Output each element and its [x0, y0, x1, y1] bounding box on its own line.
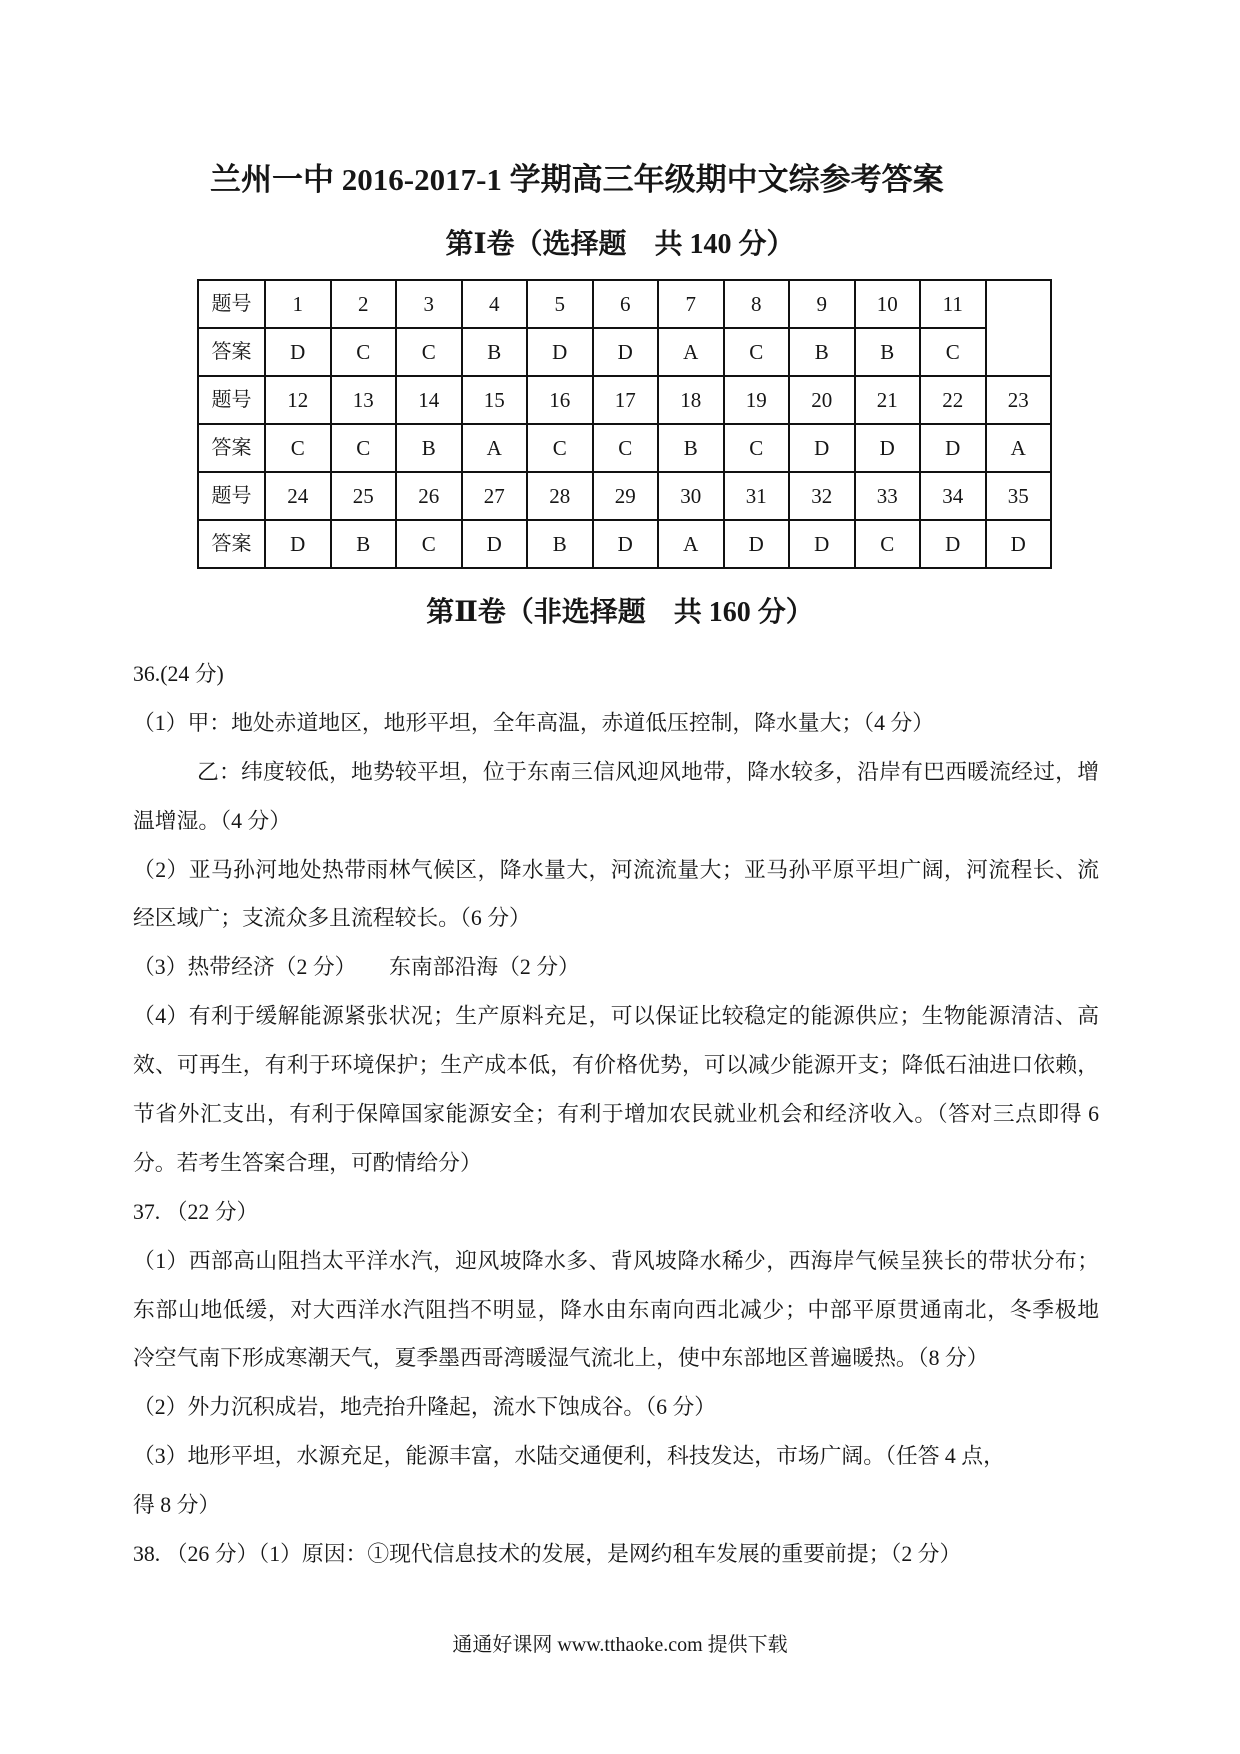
- answer-label: 答案: [198, 520, 265, 568]
- question-number-cell: 3: [396, 280, 462, 328]
- answer-cell: B: [462, 328, 528, 376]
- question-number-cell: 25: [331, 472, 397, 520]
- answer-cell: C: [724, 424, 790, 472]
- question-number-cell: 9: [789, 280, 855, 328]
- question-number-cell: 30: [658, 472, 724, 520]
- answer-row: [198, 424, 1051, 472]
- question-number-cell: 15: [462, 376, 528, 424]
- answer-cell: C: [527, 424, 593, 472]
- question-number-cell: 28: [527, 472, 593, 520]
- answer-text-line: （4）有利于缓解能源紧张状况；生产原料充足，可以保证比较稳定的能源供应；生物能源清洁、高: [133, 1004, 1099, 1029]
- answer-cell: A: [462, 424, 528, 472]
- question-number-cell: 24: [265, 472, 331, 520]
- question-number-cell: 22: [920, 376, 986, 424]
- question-number-row: [198, 280, 1051, 328]
- question-number-cell: 17: [593, 376, 659, 424]
- answer-text-line: （3）地形平坦，水源充足，能源丰富，水陆交通便利，科技发达，市场广阔。（任答 4 点，: [133, 1444, 1005, 1469]
- question-number-cell: 6: [593, 280, 659, 328]
- answer-cell: B: [396, 424, 462, 472]
- answer-cell: D: [789, 424, 855, 472]
- answer-text-line: 乙：纬度较低，地势较平坦，位于东南三信风迎风地带，降水较多，沿岸有巴西暖流经过，增: [197, 759, 1099, 784]
- question-number-cell: 4: [462, 280, 528, 328]
- question-number-cell: 14: [396, 376, 462, 424]
- question-37-heading: 37. （22 分）: [133, 1199, 259, 1224]
- answer-cell: D: [265, 520, 331, 568]
- answer-cell: D: [724, 520, 790, 568]
- answer-text-line: （2）亚马孙河地处热带雨林气候区，降水量大，河流流量大；亚马孙平原平坦广阔，河流程长、流: [133, 857, 1099, 882]
- answer-table-body: [198, 280, 1051, 568]
- answer-cell: B: [789, 328, 855, 376]
- question-number-cell: 23: [986, 376, 1052, 424]
- question-number-cell: 31: [724, 472, 790, 520]
- answer-cell: D: [265, 328, 331, 376]
- question-number-row: [198, 376, 1051, 424]
- answer-cell: D: [527, 328, 593, 376]
- question-number-cell: 12: [265, 376, 331, 424]
- answer-text-line: 东部山地低缓，对大西洋水汽阻挡不明显，降水由东南向西北减少；中部平原贯通南北，冬季极地: [133, 1297, 1099, 1322]
- question-38-line: 38. （26 分）（1）原因：①现代信息技术的发展，是网约租车发展的重要前提；（2 分）: [133, 1542, 962, 1567]
- section-1-heading: 第Ⅰ卷（选择题 共 140 分）: [445, 229, 795, 260]
- answer-cell: C: [396, 520, 462, 568]
- answer-text-line: 冷空气南下形成寒潮天气，夏季墨西哥湾暖湿气流北上，使中东部地区普遍暖热。（8 分）: [133, 1346, 989, 1371]
- answer-text-line: 温增湿。（4 分）: [133, 808, 292, 833]
- question-number-cell: 8: [724, 280, 790, 328]
- answer-text-line: 经区域广；支流众多且流程较长。（6 分）: [133, 906, 531, 931]
- answer-cell: C: [920, 328, 986, 376]
- answer-cell: A: [658, 520, 724, 568]
- answer-cell: C: [331, 328, 397, 376]
- question-number-label: 题号: [198, 472, 265, 520]
- question-number-label: 题号: [198, 280, 265, 328]
- question-number-cell: 5: [527, 280, 593, 328]
- answer-cell: D: [593, 328, 659, 376]
- answer-cell: C: [265, 424, 331, 472]
- question-number-cell: 26: [396, 472, 462, 520]
- question-number-cell: 18: [658, 376, 724, 424]
- answer-cell: C: [331, 424, 397, 472]
- document-title: 兰州一中 2016-2017-1 学期高三年级期中文综参考答案: [210, 162, 944, 197]
- answer-cell: B: [527, 520, 593, 568]
- question-36-heading: 36.(24 分): [133, 662, 224, 686]
- answer-cell: D: [593, 520, 659, 568]
- question-number-cell: 20: [789, 376, 855, 424]
- choice-answer-table: [197, 279, 1052, 569]
- answer-cell: B: [855, 328, 921, 376]
- answer-label: 答案: [198, 424, 265, 472]
- answer-text-line: 得 8 分）: [133, 1493, 221, 1518]
- answer-cell: B: [658, 424, 724, 472]
- question-number-cell: 32: [789, 472, 855, 520]
- section-2-heading: 第Ⅱ卷（非选择题 共 160 分）: [426, 597, 814, 628]
- answer-row: [198, 328, 1051, 376]
- answer-cell: B: [331, 520, 397, 568]
- answer-label: 答案: [198, 328, 265, 376]
- answer-cell: D: [920, 520, 986, 568]
- answer-cell: D: [986, 520, 1052, 568]
- answer-text-line: 效、可再生，有利于环境保护；生产成本低，有价格优势，可以减少能源开支；降低石油进口依赖，: [133, 1053, 1099, 1078]
- question-number-cell: 35: [986, 472, 1052, 520]
- answer-text-line: （2）外力沉积成岩，地壳抬升隆起，流水下蚀成谷。（6 分）: [133, 1395, 717, 1420]
- answer-cell: D: [920, 424, 986, 472]
- question-number-cell: 1: [265, 280, 331, 328]
- question-number-cell: 29: [593, 472, 659, 520]
- answer-text-line: （3）热带经济（2 分） 东南部沿海（2 分）: [133, 955, 580, 980]
- question-number-cell: 34: [920, 472, 986, 520]
- question-number-cell: 11: [920, 280, 986, 328]
- answer-cell: A: [986, 424, 1052, 472]
- answer-cell: C: [593, 424, 659, 472]
- question-number-cell: 19: [724, 376, 790, 424]
- non-choice-answers: [133, 650, 1099, 1579]
- question-number-cell: 7: [658, 280, 724, 328]
- answer-cell: C: [855, 520, 921, 568]
- question-number-cell: 13: [331, 376, 397, 424]
- answer-text-line: （1）甲：地处赤道地区，地形平坦，全年高温，赤道低压控制，降水量大；（4 分）: [133, 710, 935, 735]
- answer-cell: D: [855, 424, 921, 472]
- answer-row: [198, 520, 1051, 568]
- question-number-cell: 16: [527, 376, 593, 424]
- answer-cell: D: [462, 520, 528, 568]
- question-number-cell: 33: [855, 472, 921, 520]
- answer-text-line: 节省外汇支出，有利于保障国家能源安全；有利于增加农民就业机会和经济收入。（答对三点即得 6: [133, 1102, 1099, 1127]
- question-number-cell: 21: [855, 376, 921, 424]
- answer-text-line: 分。若考生答案合理，可酌情给分）: [133, 1150, 482, 1175]
- blank-merged-cell: [986, 280, 1052, 376]
- question-number-cell: 27: [462, 472, 528, 520]
- answer-cell: D: [789, 520, 855, 568]
- question-number-cell: 2: [331, 280, 397, 328]
- question-number-cell: 10: [855, 280, 921, 328]
- answer-cell: C: [396, 328, 462, 376]
- page-footer: 通通好课网 www.tthaoke.com 提供下载: [452, 1634, 788, 1656]
- question-number-label: 题号: [198, 376, 265, 424]
- answer-cell: A: [658, 328, 724, 376]
- answer-text-line: （1）西部高山阻挡太平洋水汽，迎风坡降水多、背风坡降水稀少，西海岸气候呈狭长的带状分布；: [133, 1248, 1099, 1273]
- answer-cell: C: [724, 328, 790, 376]
- question-number-row: [198, 472, 1051, 520]
